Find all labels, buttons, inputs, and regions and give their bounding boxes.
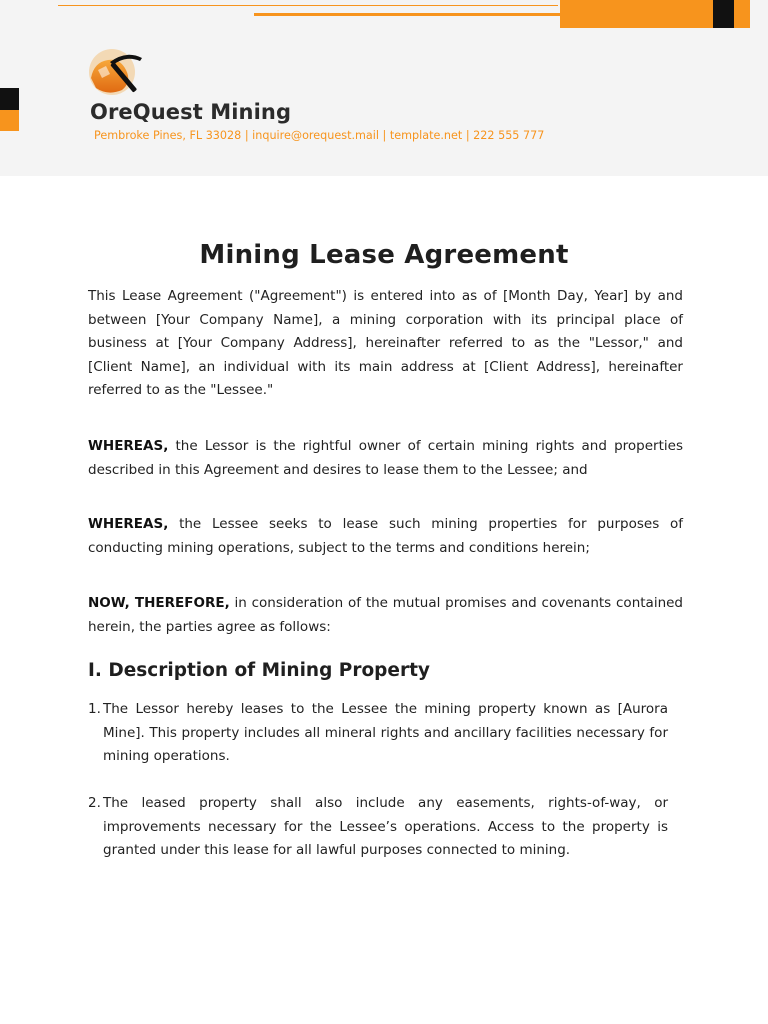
decorative-left-black-block (0, 88, 19, 110)
list-item (88, 698, 668, 769)
whereas-paragraph-1 (88, 435, 683, 482)
now-therefore-paragraph (88, 592, 683, 639)
whereas-paragraph-2 (88, 513, 683, 560)
whereas-text: the Lessee seeks to lease such mining properties for purposes of conducting mining operations, subject to the terms and conditions herein; (88, 516, 683, 556)
decorative-left-orange-block (0, 110, 19, 131)
list-number: 1. (88, 701, 101, 717)
list-item (88, 792, 668, 863)
now-therefore-text: in consideration of the mutual promises and covenants contained herein, the parties agree as follows: (88, 595, 683, 635)
now-therefore-lead: NOW, THEREFORE, (88, 595, 230, 611)
list-number: 2. (88, 795, 101, 811)
whereas-lead: WHEREAS, (88, 516, 169, 532)
whereas-text: the Lessor is the rightful owner of certain mining rights and properties described in this Agreement and desires to lease them to the Lessee; and (88, 438, 683, 478)
whereas-lead: WHEREAS, (88, 438, 169, 454)
list-item-text: The Lessor hereby leases to the Lessee the mining property known as [Aurora Mine]. This property includes all mineral rights and ancillary facilities necessary for mining operations. (103, 701, 668, 764)
company-contact-line: Pembroke Pines, FL 33028 | inquire@orequest.mail | template.net | 222 555 777 (94, 129, 545, 142)
company-name: OreQuest Mining (90, 100, 292, 124)
list-item-text: The leased property shall also include any easements, rights-of-way, or improvements necessary for the Lessee’s operations. Access to the property is granted under this lease for all lawful purposes connected to mining. (103, 795, 668, 858)
decorative-black-block (713, 0, 734, 28)
intro-paragraph: This Lease Agreement ("Agreement") is entered into as of [Month Day, Year] by and between [Your Company Name], a mining corporation with its principal place of business at [Your Company Address], hereinafter referred to as the "Lessor," and [Client Name], an individual with its main address at [Client Address], hereinafter referred to as the "Lessee." (88, 288, 683, 398)
document-title: Mining Lease Agreement (199, 240, 569, 270)
decorative-line-thin (58, 5, 558, 6)
section-heading: I. Description of Mining Property (88, 660, 430, 681)
pickaxe-rock-icon (86, 48, 150, 96)
decorative-line-thick (254, 13, 560, 16)
